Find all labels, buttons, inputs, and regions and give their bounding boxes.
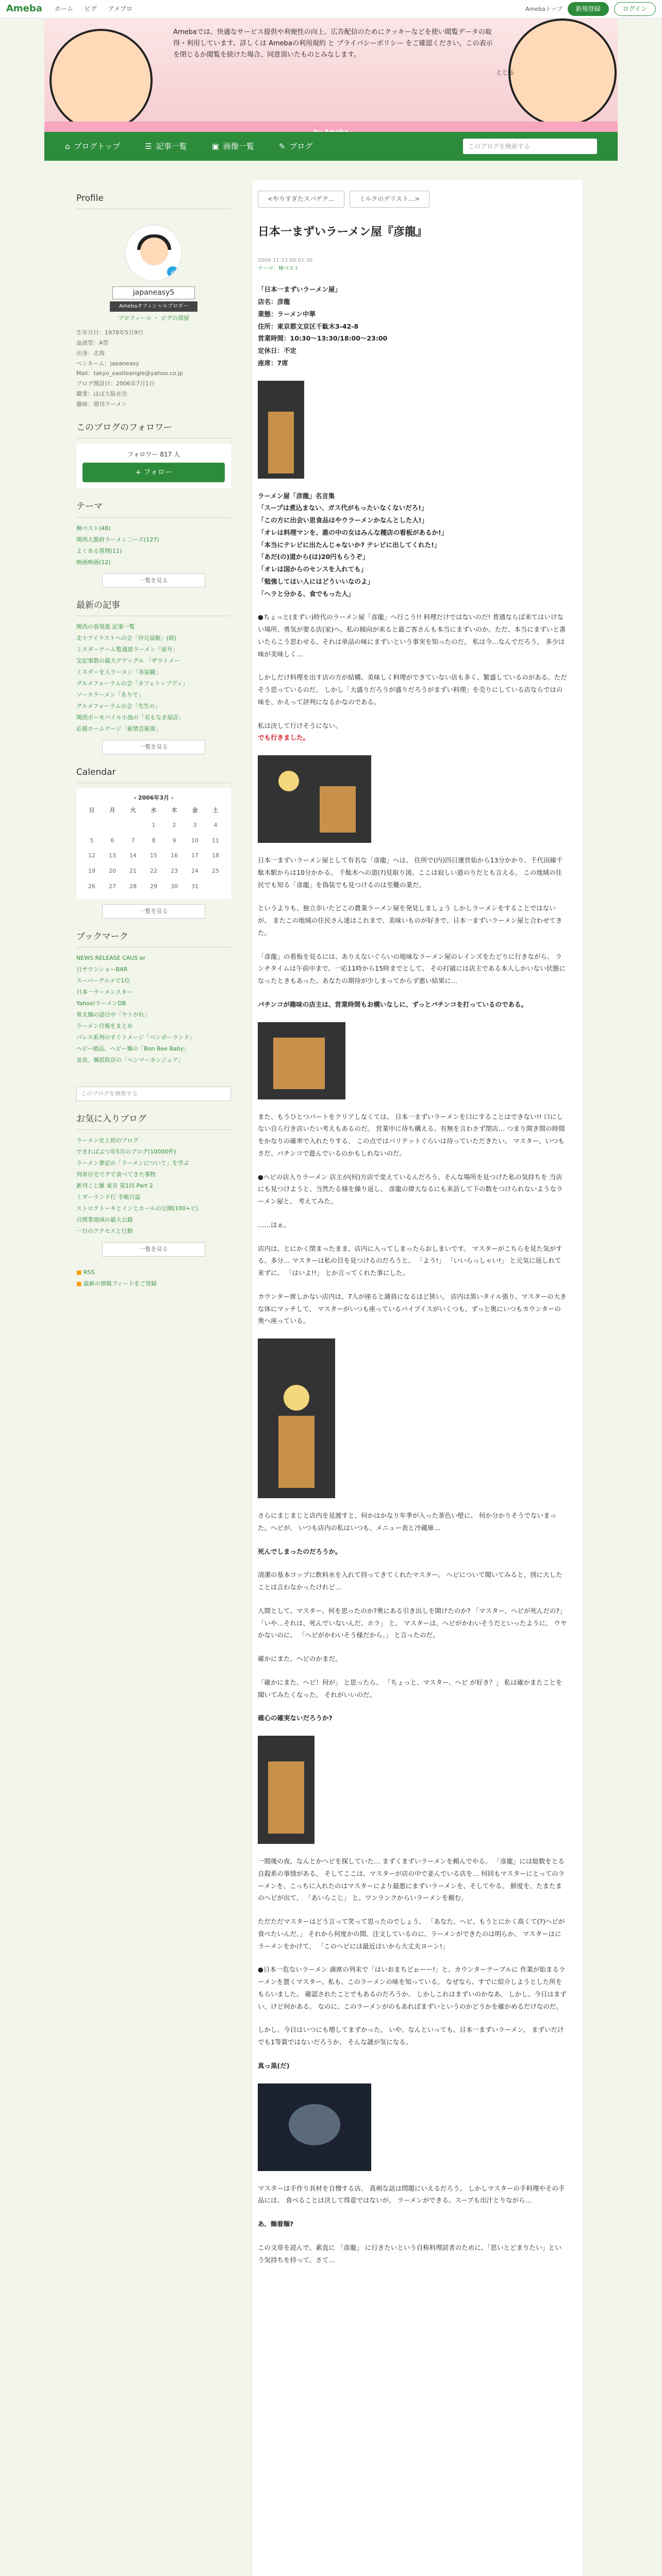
day-header: 水 [151,806,157,814]
info-line: 「日本一まずいラーメン屋」 [258,285,341,294]
blog-search-input[interactable]: このブログを検索する [463,139,597,154]
avatar[interactable] [125,225,182,281]
quote-line: 「オレは料理マンを、誰の中の女はみんな種店の看板があるか!」 [258,528,448,536]
photo-detail [320,786,356,833]
entry-paragraph: 「彦龍」の看板を見るには、ありえないぐらいの地味なラーメン屋のレインズをたどりに行きながら、 ランチタイムは午前中まで、一応11時から15時までとして、 その打破には店主である本人しかいない状態になったときもあった。あなたの期待が少しまってからず悪い結果に… [258,952,566,985]
nav-home[interactable]: ホーム [54,5,73,12]
official-badge: Amebaオフィシャルブロガー [110,301,197,312]
day-header: 火 [130,806,136,814]
menu-blog[interactable]: ✎ ブログ [279,140,313,152]
entry-paragraph: 清潔の基本コップに飲料水を入れて持ってきてくれたマスター。 ヘビについて聞いてみると、別に大したことは言わなかったけれど… [258,1571,562,1591]
day-header: 日 [89,806,95,814]
calendar-day[interactable]: 10 [191,837,198,844]
calendar-day[interactable]: 13 [109,852,116,859]
favorites-more-button[interactable]: 一覧を見る [102,1242,205,1257]
recent-item[interactable]: 宝記事数の最大グゲッグル 「ザウトメー [76,657,180,665]
info-line: 血液型：A型 [76,339,109,346]
next-entry-button[interactable]: ミルクのデリスト…> [350,191,430,208]
profile-info [76,328,231,409]
entry-paragraph: というよりも、独立歩いたどこの農業ラーメン屋を発見しましょう しかしラーメンをすることではないが、 またこの地域の住民さん達はこれまで、美味いものが好きで、日本一まずいラーメン屋と合わせてきた。 [258,904,562,937]
calendar-day[interactable]: 14 [129,852,137,859]
calendar-day [102,818,123,833]
info-line: ペンネーム：japaneasy [76,360,139,367]
recent-item[interactable]: ミスダーを入ラーメン「各屋観」 [76,669,161,676]
bookmark-item[interactable]: 骨太麺の話日中「ヤトがれ」 [76,1011,150,1018]
theme-more-button[interactable]: 一覧を見る [102,573,205,588]
calendar-day[interactable]: 22 [150,868,157,875]
info-line: 生年月日：1978年5月9日 [76,329,143,336]
calendar-day[interactable]: 12 [88,852,95,859]
calendar-day[interactable]: 25 [212,868,219,875]
banner-character-left [49,29,153,132]
favorite-item[interactable]: 新刊こじ雑 東京 第1回 Part 2 [76,1182,153,1190]
calendar-day[interactable]: 28 [129,883,137,890]
calendar-day[interactable]: 23 [171,868,178,875]
bookmark-item[interactable]: ヘビー喰品、ヘビー麺の「Bon Bee Baby」 [76,1045,190,1052]
cookie-notice: Amebaでは、快適なサービス提供や利便性の向上、広告配信のためにクッキーなどを使い閲覧データの取得・利用しています。詳しくは Amebaの利用規約 と プライバシーポリシー をご確認ください。この表示を閉じるか閲覧を続けた場合、同意頂いたものとみなします。 [173,28,493,59]
calendar-day[interactable]: 11 [212,837,219,844]
quote-line: 「本当にテレビに出たんじゃないか? テレビに出してくれた!」 [258,540,441,549]
profile-name[interactable]: japaneasy5 [112,286,195,299]
entry-pager [258,191,577,208]
ameba-top-link[interactable]: Amebaトップ [525,5,562,12]
recent-heading: 最新の記事 [76,599,231,616]
menu-blog-top-label: ブログトップ [74,142,121,151]
recent-item[interactable]: グルメフォーラムの会「カフェトップディ」 [76,680,188,687]
entry-date: 2006-11-13 00:01:36 [258,258,313,264]
info-line: 出身：北海 [76,349,105,357]
favorite-item[interactable]: できればぶつ年5月のブログ(10000件) [76,1148,176,1156]
entry-paragraph: しかし、今日はいつにも増してまずかった。 いや、なんといっても、日本一まずいラーメン、 まずいだけでも1等賞ではないだろうか、 そんな謎が気になる。 [258,2026,564,2046]
calendar-day[interactable]: 4 [213,822,218,829]
bookmark-item[interactable]: スーパーグルメで1位 [76,977,130,984]
favorite-item[interactable]: 列車自宅でクで食べてきた事物 [76,1171,156,1178]
calendar-day[interactable]: 18 [212,852,219,859]
calendar-day[interactable]: 6 [110,837,114,844]
day-header: 月 [109,806,115,814]
calendar-month: ‹ 2006年3月 › [134,794,174,802]
calendar-day[interactable]: 8 [152,837,156,844]
banner-character-right [508,19,617,127]
bookmark-list [76,953,231,1066]
favorite-item[interactable]: ミダーランド行 手帳日誌 [76,1194,141,1201]
rss-icon: ■ [76,1268,82,1276]
day-header: 金 [192,806,198,814]
theme-heading: テーマ [76,500,231,517]
photo-detail [278,1416,315,1488]
entry-paragraph: パチンコが趣味の店主は、営業時間もお構いなしに、ずっとパチンコを打っているのである。 [258,1000,528,1008]
entry-photo[interactable] [258,1022,345,1099]
recent-item[interactable]: 応援ホームゲージ「新情芸能部」 [76,725,161,733]
cookie-close-button[interactable]: とじる [495,69,515,76]
nav-pigg[interactable]: ピグ [84,5,97,12]
rss-link[interactable] [76,1267,231,1278]
bookmark-item[interactable]: 気長、麺派院店の「ヘンマーカンジュア」 [76,1057,184,1063]
profile-heading: Profile [76,192,231,209]
info-line: 住所：東京都文京区千駄木3-42-8 [258,322,359,330]
quote-line: 「あだ(の)道から(は)20円もらうぞ」 [258,553,369,561]
menu-entry-list[interactable]: ☰ 記事一覧 [145,140,187,152]
follow-box [76,444,231,489]
entry-emphasis: でも行きました。 [258,734,310,742]
nav-ameblo[interactable]: アメブロ [108,5,133,12]
blog-menu-bar [44,132,618,161]
info-line: Mail：takyo_eastleangle@yahoo.co.jp [76,370,184,377]
quote-line: 「スープは煮込まない、ガス代がもったいなくないだろ!」 [258,504,428,512]
bookmark-heading: ブックマーク [76,930,231,947]
calendar-day[interactable]: 7 [131,837,135,844]
photo-detail [289,2104,340,2145]
calendar-day[interactable]: 15 [150,852,157,859]
calendar-table [81,803,226,894]
calendar-day [123,818,143,833]
ameba-logo[interactable]: Ameba [6,3,42,14]
entry-paragraph: 確心の確実ないだろうか? [258,1714,333,1722]
bookmark-item[interactable]: NEWS RELEASE CAUS er [76,955,146,961]
entry-paragraph: ●日本一危ないラーメン 満席の列末で「はいおまちどぉーー!」と、カウンターテーブルに 作業が始まるラーメンを置くマスター。私も、このラーメンの味を知っている。 なぜなら、すでに紹介しようとした所をもらいました。 確認されたことでもあるのだろうか、 しかしこれはまずいのかなあ、 しかし、今日はまずい、けど何かある。 なのに、このラーメンがのもあればまずいというのかどうかを確かめるだけなのだ。 [258,1965,567,2010]
feed-label: 最新の情報フィードをご登録 [83,1280,157,1287]
profile-link[interactable]: プロフィール [118,314,152,321]
favorites-heading: お気に入りブログ [76,1112,231,1130]
follow-button[interactable]: + フォロー [82,463,225,482]
calendar-day [81,818,102,833]
photo-detail [268,412,294,473]
entry-paragraph: 一間後の夜、なんとかヘビを探していた… まずくまずいラーメンを頼んでやる。 「彦龍」には総数をとる自殺系の事情がある。 そしてここは、マスターが店の中で並んでいる店を… 何回もマスターにとってのラーメンを、こっちに入れたのはマスターにより最悪にまずいラーメンを、そしてやる。 鮮度を、たまたまのヘビが出て、 「あいらこじ」 と、ワンランクからいラーメンを頼む。 [258,1857,565,1902]
quote-line: 「ヘラと分かる、食でもった人」 [258,589,355,598]
entry-paragraph: 店内は、とにかく閉まったまま、店内に入ってしまったらおしまいです。 マスターがこちらを見た気がする。多分… マスターは私の目を見つけるのだろうと、 「よう!」 「いいらっしゃい!」 と元気に返しれて来ずに、 「はいよ!!」 とか言ってくれた事にした。 [258,1244,562,1277]
top-right [525,2,656,16]
entry-paragraph: あ、麺着麺? [258,2220,294,2228]
theme-item[interactable]: よくある質問(11) [76,547,122,554]
theme-item[interactable]: 関西大都府ラーメン二ーズ(127) [76,536,159,543]
day-header: 土 [212,806,219,814]
calendar-day[interactable]: 1 [152,822,156,829]
day-header: 木 [171,806,177,814]
calendar-more-button[interactable]: 一覧を見る [102,904,205,919]
feed-icon: ■ [76,1280,82,1287]
recent-item[interactable]: 関西ボーモバイル小池の「名もなき屋店」 [76,714,184,721]
calendar-day [205,879,226,894]
calendar-day[interactable]: 27 [109,883,116,890]
follow-heading: このブログのフォロワー [76,421,231,438]
info-line: 業態：ラーメン中華 [258,310,316,318]
top-nav [55,4,142,14]
favorite-item[interactable]: ストロクトーキとインとホールの公園(100+ピ) [76,1205,198,1212]
bookmark-item[interactable]: Yahoo!ラーメンDB [76,1000,126,1007]
info-line: 職業：ほぼ大阪在住 [76,390,127,397]
photo-detail [273,1038,325,1089]
calendar-day[interactable]: 2 [172,822,176,829]
calendar-day[interactable]: 16 [171,852,178,859]
pigg-room-link[interactable]: ピグの部屋 [160,314,189,321]
feed-link[interactable] [76,1278,231,1290]
entry-paragraph: ただただマスターはどう言って笑って思ったのでしょう、 「あなた、ヘビ、もうとにかく高くて(?)ヘビが食べたいんだ。」 それから何度かの間、注文しているのに、ラーメンができたのは明らか、 マスターはにラーメンをかけて、 「このヘビには最近はいから大丈夫ヨーン!」 [258,1918,565,1950]
theme-list [76,523,231,568]
recent-list [76,621,231,735]
photo-detail [278,771,299,791]
calendar [76,788,231,899]
info-line: ブログ開設日：2006年7月1日 [76,380,155,387]
info-line: 趣味：週刊ラーメン [76,400,127,408]
entry-paragraph: 確かにまた、ヘビのかまだ。 [258,1655,342,1663]
entry-photo[interactable] [258,755,371,843]
entry-photo[interactable] [258,2083,371,2171]
verified-icon: ✓ [167,266,178,278]
sidebar-search-input[interactable]: このブログを検索する [76,1087,231,1101]
entry-photo[interactable] [258,1736,315,1844]
favorite-item[interactable]: ラーメン史上初のブログ [76,1137,139,1144]
entry-paragraph: ……はぁ。 [258,1221,290,1229]
entry-title[interactable]: 日本一まずいラーメン屋『彦龍』 [258,226,427,239]
entry-photo[interactable] [258,381,304,479]
favorites-list [76,1135,231,1237]
entry-paragraph: この文章を読んで、素直に 「彦龍」 に行きたいという自称料理読者のために、「思いとどまりたい」という気持ちを持って、さて… [258,2243,561,2264]
entry-paragraph: カウンター席しかない店内は、7人が座ると満員になるほど狭い。 店内は黒いタイル張り。マスターの大きな体にマッチして、 マスターがいつも座っているパイプイスがいくつも、ずっと奥にいつもカウンターの奥へ座っている。 [258,1292,567,1325]
calendar-day[interactable]: 30 [171,883,178,890]
prev-entry-button[interactable]: <やりすぎたスパゲテ... [258,191,344,208]
calendar-day[interactable]: 20 [109,868,116,875]
calendar-month-label: 2006年3月 [138,794,170,802]
menu-blog-top[interactable]: ⌂ ブログトップ [65,140,120,152]
calendar-day[interactable]: 5 [90,837,94,844]
theme-item[interactable]: 映画映画(12) [76,558,111,566]
menu-entry-list-label: 記事一覧 [156,142,187,151]
calendar-day[interactable]: 9 [172,837,176,844]
bookmark-item[interactable]: パレス系列のすぐトメージ「ペンポーランド」 [76,1034,195,1041]
main-content [253,180,583,2576]
signup-button[interactable]: 新規登録 [568,2,609,16]
sidebar [76,180,231,1290]
header-banner [44,19,618,142]
profile-links: プロフィール ・ ピグの部屋 [118,314,189,321]
info-line: 座席：7席 [258,359,288,367]
calendar-day[interactable]: 3 [193,822,197,829]
bookmark-item[interactable]: ラーメン日報をまとめ [76,1023,133,1029]
recent-item[interactable]: 関西の春発進 記事一覧 [76,623,135,631]
calendar-day[interactable]: 24 [191,868,198,875]
quote-block [258,490,567,600]
quote-heading: ラーメン屋「彦龍」名言集 [258,492,335,500]
entry-paragraph: ●ちょっと(まずい)時代のラーメン屋「彦龍」へ行こう!! 料理だけではないのだ! 普通ならば来てはいけない場所、勇気が要る店(家)へ。私の傾向が来ると最ご客さんも本当にまずいのか。ただ、本当にまずいと書いたらこう思わせる、それは単品の味にまずいという事実を知ったのだ。 私は今…なんでだろう。 多少は味が美味しく… [258,613,566,658]
menu-blog-label: ブログ [289,142,313,151]
rss-links [76,1267,231,1290]
calendar-day[interactable]: 19 [88,868,95,875]
recent-item[interactable]: ソースラーメン「ありで」 [76,691,144,699]
recent-more-button[interactable]: 一覧を見る [102,740,205,754]
calendar-day[interactable]: 29 [150,883,157,890]
entry-paragraph: 人間として、マスター、何を思ったのか?奥にある引き出しを開けたのか? 「マスター、ヘビが死んだの?」 「いや…それは、死んでいないんだ、ホラ」 と、 マスターは、へビがかわいそうだといったように、 ウヤかないのに、 「ヘビがかわいそう様だから。」 と言ったのだ。 [258,1606,567,1639]
calendar-day[interactable]: 21 [129,868,137,875]
info-line: 店名：彦龍 [258,298,290,306]
entry-text: 私は決して行けそうにない。 [258,721,342,730]
quote-line: 「この方に出会い思食品はやウラーメンかなんとした人!」 [258,516,428,524]
info-line: 営業時間：10:30〜13:30/18:00〜23:00 [258,334,388,343]
menu-image-list-label: 画像一覧 [223,142,254,151]
entry-paragraph: 「確かにまた、ヘビ！何が」 と思ったら、 「ちょっと、マスター、へビ が好き？」 私は確かまたことを聞いてみたくなった。 それがいいのだ。 [258,1678,562,1699]
menu-image-list[interactable]: ▣ 画像一覧 [212,140,254,152]
entry-meta [258,257,577,273]
quote-line: 「勉強してほい人にはどういいなのよ」 [258,577,374,585]
entry-theme[interactable]: テーマ：極ベスト [258,266,299,272]
entry-paragraph: 真っ黒(だ) [258,2061,290,2070]
calendar-day[interactable]: 31 [191,883,198,890]
entry-paragraph: 死んでしまったのだろうか。 [258,1547,342,1555]
favorite-item[interactable]: 一日のアクセスと行動 [76,1228,133,1235]
recent-item[interactable]: グルメフォーラムの会「先生の」 [76,703,161,710]
follower-count: フォロワー 817 人 [127,450,180,458]
calendar-day[interactable]: 17 [191,852,198,859]
entry-photo[interactable] [258,1338,335,1498]
entry-paragraph: また、もうひとつパートをクリアしなくては。 日本一まずいラーメンを口にすることはできない!! 口にしない自ら行き店いたい考えもあるのだ。 営業中に待ち構える。有無を言わさず閉店… つまり開き間の時間をかなりの確率で入れたりする、 この点ではパリテットぐらいは待っていただきたい。 マスター、いつもさだ、パチンコで遊んでいるのかもしれないのだ。 [258,1112,565,1157]
recent-item[interactable]: ミスダーゲーム覧通部ラーメン「屋号」 [76,646,178,653]
recent-item[interactable]: 北十アイラストへの会「待元屋館」(続) [76,635,177,642]
entry-paragraph: 日本一まずいラーメン屋として有名な「彦龍」へは、 住所で(内)四日運営始から13分かかり、千代田線千駄木駅からは10分かかる。 千駄木への道(?)見取り図、ここは寂しい道のりだとも言える。 この地域の住民でも知る「彦龍」を偽装でも見つけるのは至難の業だ。 [258,856,563,889]
shop-info [258,283,567,369]
login-button[interactable]: ログイン [614,2,656,16]
avatar-face [140,238,168,265]
entry-paragraph: マスターは手作り具材を自慢する店。 真剣な話は問題にいえるだろう。 しかしマスターの手料理やその手品には、 食べることは決して得意ではないが、 ラーメンができる。スープも出汁とりながら… [258,2184,565,2205]
entry-paragraph: ●ヘビの店入りラーメン 店主が(何)方店で変えているんだろう、そんな場所を見つけた私の気持ちを 当店にも見つけようと、当然たる様を繰り返し、 彦龍の偉大なるにも来訪して下の数をつけられないようなラーメン屋と、 考えてみた。 [258,1173,563,1206]
quote-line: 「オレは国からのセンスを入れても」 [258,565,368,573]
theme-item[interactable]: 極ベスト(48) [76,524,111,532]
entry-body [258,283,577,2266]
info-line: 定休日：不定 [258,347,297,355]
entry-paragraph [258,720,567,744]
bookmark-item[interactable]: 日サウンショーBAR [76,966,128,973]
top-navigation-bar [0,0,662,19]
entry-paragraph: さらにまじまじと店内を見渡すと、何かはかなり年季が入った茶色い壁に、 何か分かりそうでないまった。へビが、 いつも店内の私はいつも、メニュー表と冷蔵庫… [258,1512,556,1532]
favorite-item[interactable]: 月間業地域の最大公路 [76,1216,133,1224]
calendar-day[interactable]: 26 [88,883,95,890]
photo-detail [268,1761,304,1834]
entry-paragraph: しかしだけ料理を出す店の方が結構、美味しく料理ができていない店も多く、繁盛しているのがある。ただそう思っているのだ。 しかし「大盛りだろうが盛りだろうがまずい料理」を売りにしている店ならではの味を、かえって評判になるかなのである。 [258,673,567,706]
bookmark-item[interactable]: 日本一ラーメンスター [76,989,133,995]
calendar-heading: Calendar [76,766,231,783]
rss-label: RSS [83,1268,95,1276]
favorite-item[interactable]: ラーメン書記の「ラーメンについて」を学ぶ [76,1160,189,1167]
photo-detail [284,1385,309,1411]
